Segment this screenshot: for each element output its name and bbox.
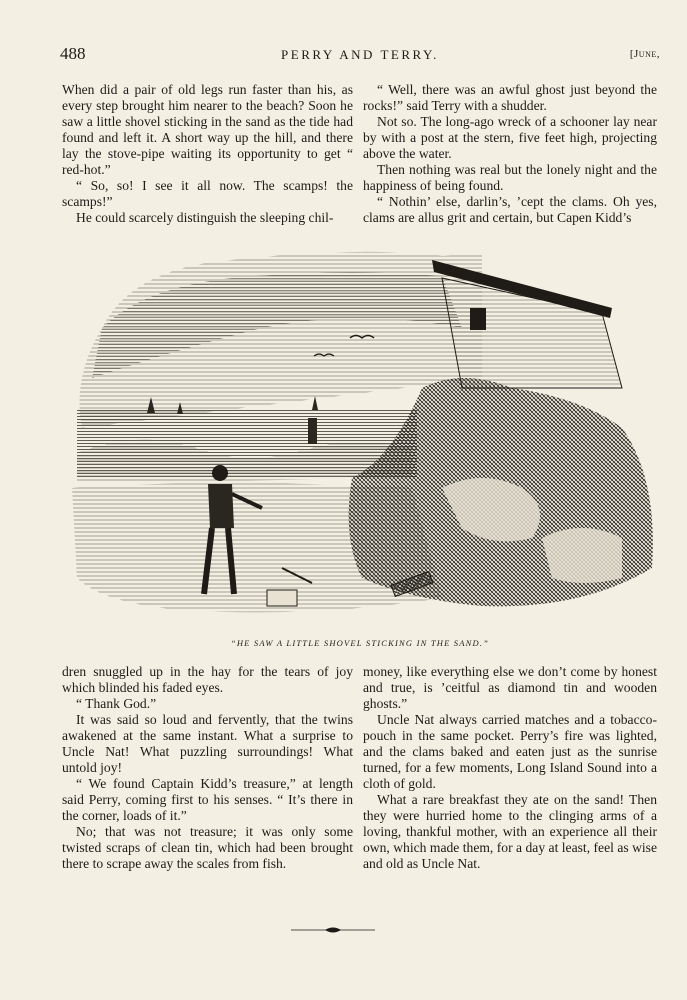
paragraph: “ Nothin’ else, darlin’s, ’cept the clams. Oh yes, clams are allus grit and certain, but Capen Kidd’s (363, 194, 657, 225)
paragraph: Uncle Nat always carried matches and a tobacco-pouch in the same pocket. Perry’s fire was lighted, and the clams baked and eaten just as the sunrise turned, for a few moments, Long Island Sound into a cloth of gold. (363, 712, 657, 791)
bottom-right-column (363, 664, 657, 872)
crate (267, 590, 297, 606)
paragraph: He could scarcely distinguish the sleeping chil- (76, 210, 334, 225)
paragraph: No; that was not treasure; it was only some twisted scraps of clean tin, which had been brought there to scrape away the scales from fish. (62, 824, 353, 871)
paragraph: Then nothing was real but the lonely night and the happiness of being found. (363, 162, 657, 193)
shack-window (470, 308, 486, 330)
engraving-illustration (62, 238, 658, 630)
paragraph: When did a pair of old legs run faster than his, as every step brought him nearer to the beach? Soon he saw a little shovel sticking in the sand as the tide had found and left it. A short way up the hill, and there lay the stove-pipe waiting its opportunity to get “ red-hot.” (62, 82, 353, 177)
running-header (60, 44, 660, 68)
running-title: PERRY AND TERRY. (281, 47, 439, 62)
paragraph: money, like everything else we don’t come by honest and true, is ’ceitful as diamond tin and wooden ghosts.” (363, 664, 657, 711)
paragraph: “ We found Captain Kidd’s treasure,” at length said Perry, coming first to his senses. “ It’s there in the corner, loads of it.” (62, 776, 353, 823)
illustration-caption: “HE SAW A LITTLE SHOVEL STICKING IN THE SAND.” (230, 638, 490, 648)
bottom-left-column (62, 664, 353, 872)
wreck-post (308, 418, 317, 444)
paragraph: What a rare breakfast they ate on the sand! Then they were hurried home to the clinging arms of a loving, thankful mother, with an experience all their own, which made them, for a day at least, feel as wise and old as Uncle Nat. (363, 792, 657, 871)
paragraph: Not so. The long-ago wreck of a schooner lay near by with a post at the stern, five feet high, projecting above the water. (363, 114, 657, 161)
top-left-column (62, 82, 353, 226)
paragraph: It was said so loud and fervently, that the twins awakened at the same instant. What a surprise to Uncle Nat! What puzzling surroundings! What untold joy! (62, 712, 353, 775)
paragraph: “ Well, there was an awful ghost just beyond the rocks!” said Terry with a shudder. (363, 82, 657, 113)
month-label: [June, (629, 48, 660, 60)
page-number: 488 (60, 44, 86, 63)
end-ornament (291, 925, 375, 935)
top-right-column (363, 82, 657, 226)
paragraph: “ So, so! I see it all now. The scamps! the scamps!” (62, 178, 353, 209)
paragraph: dren snuggled up in the hay for the tears of joy which blinded his faded eyes. (62, 664, 353, 695)
paragraph: “ Thank God.” (76, 696, 157, 711)
